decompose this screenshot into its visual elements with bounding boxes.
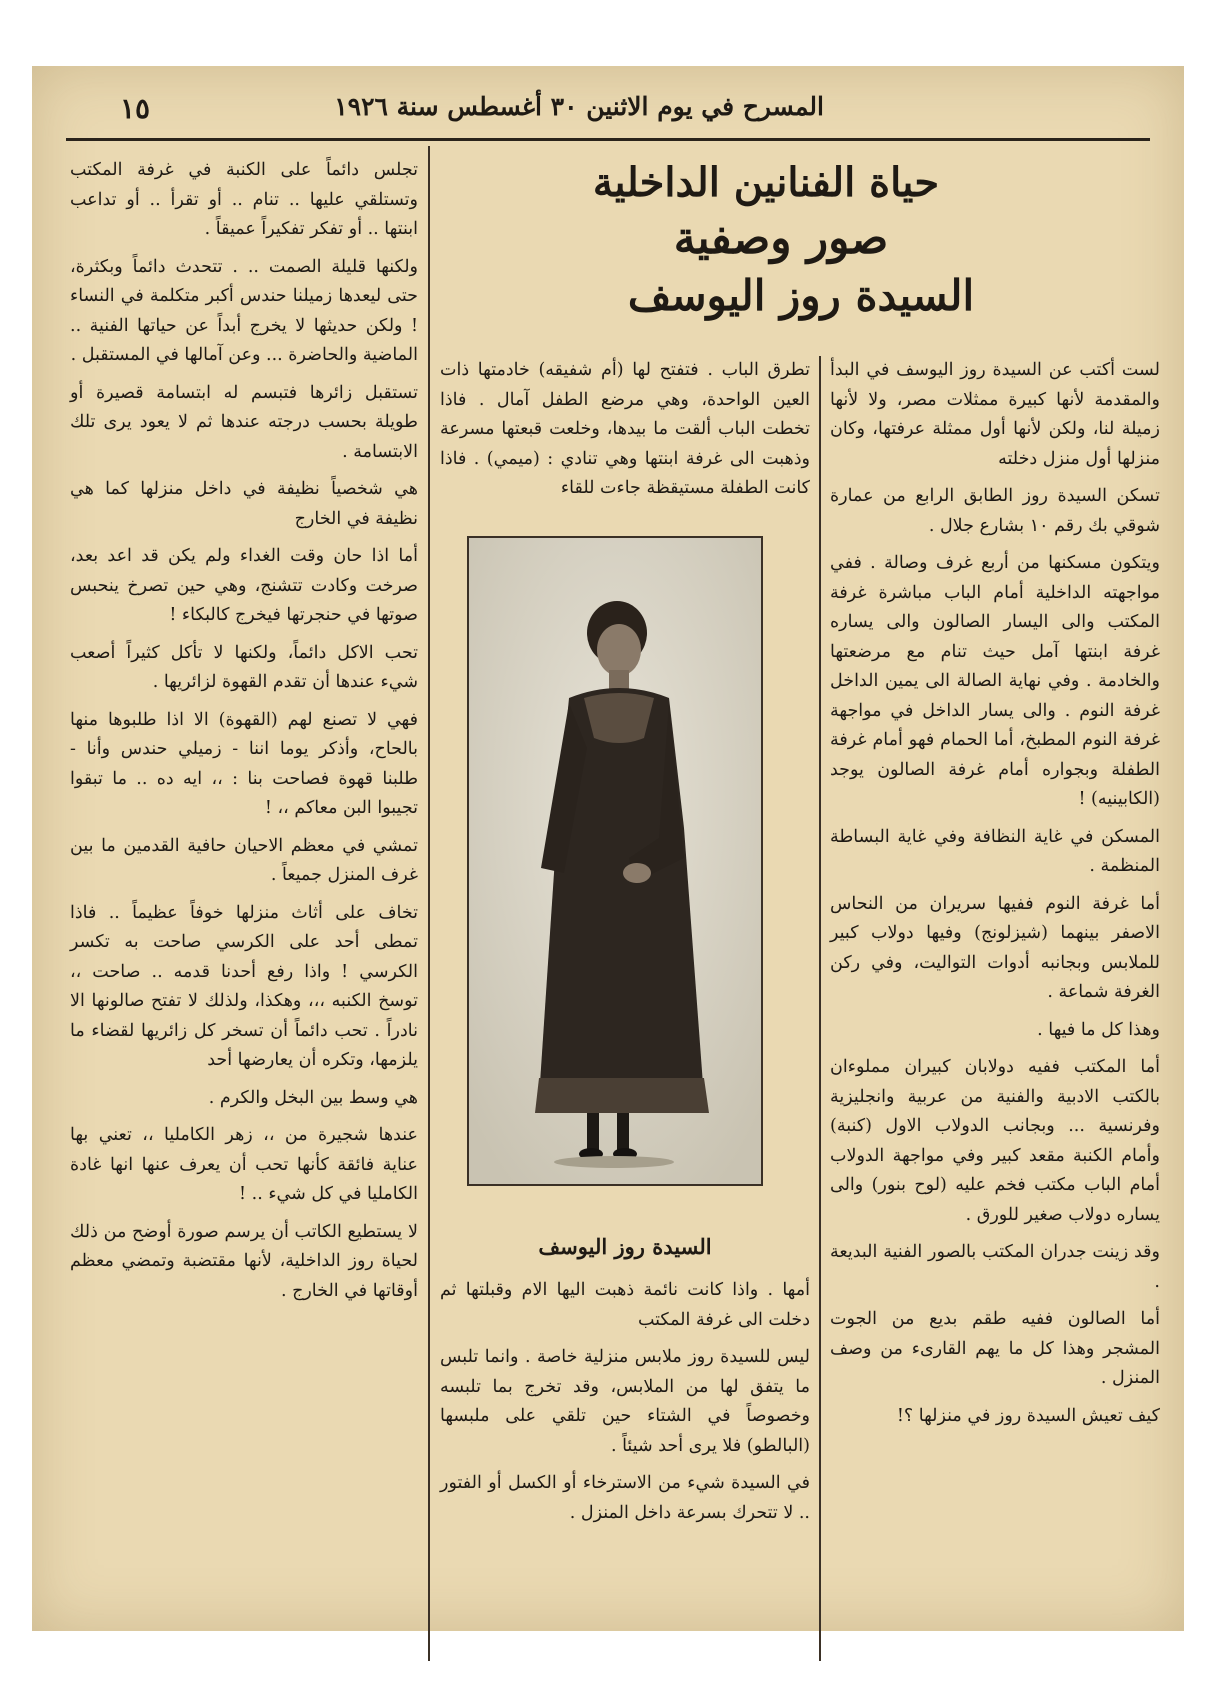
paragraph: ليس للسيدة روز ملابس منزلية خاصة . وانما تلبس ما يتفق لها من الملابس، وقد تخرج بما تلبسه وخصوصاً في الشتاء حين تلقي على ملبسها (البالطو) فلا يرى أحد شيئاً .: [440, 1347, 810, 1456]
woman-portrait-image: [469, 538, 761, 1184]
header-title: المسرح في يوم الاثنين ٣٠ أغسطس سنة ١٩٢٦: [334, 92, 824, 121]
middle-column-bottom: [440, 1276, 810, 1536]
paragraph: هي شخصياً نظيفة في داخل منزلها كما هي نظيفة في الخارج: [70, 479, 418, 529]
page-header: [32, 66, 1184, 136]
paragraph: أما غرفة النوم ففيها سريران من النحاس الاصفر بينهما (شيزلونج) وفيها دولاب كبير للملابس وبجانبه أدوات التواليت، وفي ركن الغرفة شماعة .: [830, 893, 1160, 1002]
paragraph: لا يستطيع الكاتب أن يرسم صورة أوضح من ذلك لحياة روز الداخلية، لأنها مقتضبة وتمضي معظم أوقاتها في الخارج .: [70, 1221, 418, 1301]
paragraph: تسكن السيدة روز الطابق الرابع من عمارة شوقي بك رقم ١٠ بشارع جلال .: [830, 486, 1160, 536]
page-number: ١٥: [120, 92, 151, 125]
newspaper-page: [32, 66, 1184, 1631]
headline-line-1: حياة الفنانين الداخلية: [592, 159, 940, 206]
paragraph: أما اذا حان وقت الغداء ولم يكن قد اعد بعد، صرخت وكادت تتشنج، وهي حين تصرخ ينحبس صوتها في حنجرتها فيخرج كالبكاء !: [70, 546, 418, 625]
paragraph: تطرق الباب . فتفتح لها (أم شفيقه) خادمتها ذات العين الواحدة، وهي مرضع الطفل آمال . فاذا تخطت الباب ألقت ما بيدها، وخلعت قبعتها مسرعة وذهبت الى غرفة ابنتها وهي تنادي : (ميمي) . فاذا كانت الطفلة مستيقظة جاءت للقاء: [440, 360, 810, 498]
paragraph: تخاف على أثاث منزلها خوفاً عظيماً .. فاذا تمطى أحد على الكرسي صاحت به تكسر الكرسي ! واذا رفع أحدنا قدمه .. صاحت ،، توسخ الكنبه ،،، وهكذا، ولذلك لا تفتح صالونها الا نادراً . تحب دائماً أن تسخر كل زائريها لقضاء ما يلزمها، وتكره أن يعارضها أحد: [70, 902, 418, 1070]
headline-line-2: صور وصفية: [673, 213, 889, 264]
paragraph: تحب الاكل دائماً، ولكنها لا تأكل كثيراً أصعب شيء عندها أن تقدم القهوة لزائريها .: [70, 642, 418, 692]
column-divider: [428, 146, 430, 1661]
paragraph: عندها شجيرة من ،، زهر الكامليا ،، تعني بها عناية فائقة كأنها تحب أن يعرف عنها انها غادة الكامليا في كل شيء .. !: [70, 1125, 418, 1204]
paragraph: أما المكتب ففيه دولابان كبيران مملوءان بالكتب الادبية والفنية من عربية وانجليزية وفرنسية ... وبجانب الدولاب الاول (كنبة) وأمام الكنبة مقعد كبير وفي مواجهة الدولاب أمام الباب مكتب فخم عليه (لوح بنور) والى يساره دولاب صغير للورق .: [830, 1057, 1160, 1225]
paragraph: تستقبل زائرها فتبسم له ابتسامة قصيرة أو طويلة بحسب درجته عندها ثم لا يعود يرى تلك الابتسامة .: [70, 382, 418, 462]
paragraph: أمها . واذا كانت نائمة ذهبت اليها الام وقبلتها ثم دخلت الى غرفة المكتب: [440, 1280, 810, 1330]
right-column: [830, 356, 1160, 1439]
paragraph: أما الصالون ففيه طقم بديع من الجوت المشجر وهذا كل ما يهم القارىء من وصف المنزل .: [830, 1309, 1160, 1388]
left-column: [70, 156, 418, 1314]
paragraph: في السيدة شيء من الاسترخاء أو الكسل أو الفتور .. لا تتحرك بسرعة داخل المنزل .: [440, 1473, 810, 1523]
photo-caption: السيدة روز اليوسف: [538, 1234, 712, 1259]
article-headline: [442, 156, 1160, 324]
portrait-photo: [467, 536, 763, 1186]
paragraph: كيف تعيش السيدة روز في منزلها ؟!: [896, 1405, 1160, 1426]
paragraph: لست أكتب عن السيدة روز اليوسف في البدأ والمقدمة لأنها كبيرة ممثلات مصر، ولا لأنها زميلة لنا، ولكن لأنها أول ممثلة عرفتها، وكان منزلها أول منزل دخلته: [830, 360, 1160, 469]
middle-column-top: [440, 356, 810, 512]
header-divider: [66, 138, 1150, 141]
paragraph: هي وسط بين البخل والكرم .: [208, 1087, 418, 1108]
headline-line-3: السيدة روز اليوسف: [627, 271, 975, 320]
paragraph: تجلس دائماً على الكنبة في غرفة المكتب وتستلقي عليها .. تنام .. أو تقرأ .. أو تداعب ابنتها .. أو تفكر تفكيراً عميقاً .: [70, 160, 418, 239]
paragraph: فهي لا تصنع لهم (القهوة) الا اذا طلبوها منها بالحاح، وأذكر يوما اننا - زميلي حندس وأنا - طلبنا قهوة فصاحت بنا : ،، ايه ده .. ما تبقوا تجيبوا البن معاكم ،، !: [70, 709, 418, 818]
paragraph: وقد زينت جدران المكتب بالصور الفنية البديعة .: [830, 1242, 1160, 1292]
paragraph: تمشي في معظم الاحيان حافية القدمين ما بين غرف المنزل جميعاً .: [70, 835, 418, 885]
paragraph: ولكنها قليلة الصمت .. . تتحدث دائماً وبكثرة، حتى ليعدها زميلنا حندس أكبر متكلمة في النساء ! ولكن حديثها لا يخرج أبداً عن حياتها الفنية .. الماضية والحاضرة ... وعن آمالها في المستقبل .: [70, 256, 418, 365]
column-divider: [819, 356, 821, 1661]
paragraph: المسكن في غاية النظافة وفي غاية البساطة المنظمة .: [830, 826, 1160, 876]
paragraph: ويتكون مسكنها من أربع غرف وصالة . ففي مواجهته الداخلية أمام الباب مباشرة غرفة المكتب والى اليسار الصالون والى يساره غرفة ابنتها آمل حيث تنام مع مرضعتها والخادمة . وفي نهاية الصالة الى يمين الداخل غرفة النوم . والى يسار الداخل في مواجهة غرفة النوم المطبخ، أما الحمام فهو أمام غرفة الطفلة وبجواره أمام غرفة الصالون يوجد (الكابينيه) !: [830, 553, 1160, 809]
paragraph: وهذا كل ما فيها .: [1037, 1019, 1160, 1040]
